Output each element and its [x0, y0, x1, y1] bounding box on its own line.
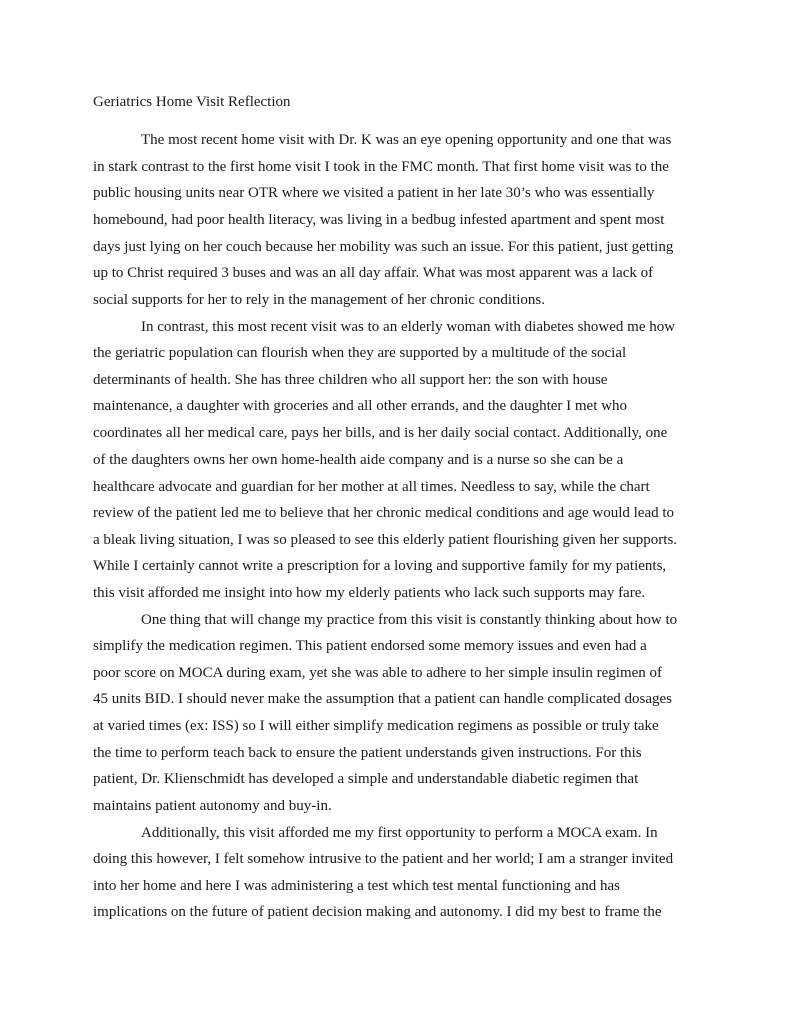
text-line: public housing units near OTR where we visited a patient in her late 30’s who was essentially [93, 185, 655, 201]
text-line: In contrast, this most recent visit was to an elderly woman with diabetes showed me how [141, 319, 676, 335]
text-line: in stark contrast to the first home visit I took in the FMC month. That first home visit was to the [93, 159, 669, 175]
text-line: simplify the medication regimen. This patient endorsed some memory issues and even had a [93, 638, 647, 654]
text-line: social supports for her to rely in the management of her chronic conditions. [93, 292, 545, 308]
text-line: Additionally, this visit afforded me my first opportunity to perform a MOCA exam. In [141, 825, 658, 841]
text-line: a bleak living situation, I was so pleased to see this elderly patient flourishing given her supports. [93, 532, 678, 548]
text-line: determinants of health. She has three children who all support her: the son with house [93, 372, 608, 388]
text-line: into her home and here I was administering a test which test mental functioning and has [93, 878, 620, 894]
text-line: at varied times (ex: ISS) so I will either simplify medication regimens as possible or truly take [93, 718, 659, 734]
text-line: One thing that will change my practice from this visit is constantly thinking about how to [141, 612, 678, 628]
text-line: healthcare advocate and guardian for her mother at all times. Needless to say, while the chart [93, 479, 650, 495]
text-line: The most recent home visit with Dr. K was an eye opening opportunity and one that was [141, 132, 672, 148]
text-line: the time to perform teach back to ensure the patient understands given instructions. For this [93, 745, 642, 761]
text-line: poor score on MOCA during exam, yet she was able to adhere to her simple insulin regimen of [93, 665, 663, 681]
text-line: of the daughters owns her own home-health aide company and is a nurse so she can be a [93, 452, 624, 468]
text-line: implications on the future of patient decision making and autonomy. I did my best to frame the [93, 904, 662, 920]
text-line: days just lying on her couch because her mobility was such an issue. For this patient, just getting [93, 239, 674, 255]
text-line: maintenance, a daughter with groceries and all other errands, and the daughter I met who [93, 398, 627, 414]
text-line: maintains patient autonomy and buy-in. [93, 798, 332, 814]
document-title: Geriatrics Home Visit Reflection [93, 94, 291, 110]
text-line: coordinates all her medical care, pays her bills, and is her daily social contact. Additionally, one [93, 425, 668, 441]
text-line: 45 units BID. I should never make the assumption that a patient can handle complicated dosages [93, 691, 673, 707]
text-line: review of the patient led me to believe that her chronic medical conditions and age would lead to [93, 505, 675, 521]
text-line: up to Christ required 3 buses and was an all day affair. What was most apparent was a lack of [93, 265, 654, 281]
text-line: doing this however, I felt somehow intrusive to the patient and her world; I am a stranger invited [93, 851, 674, 867]
text-line: While I certainly cannot write a prescription for a loving and supportive family for my patients, [93, 558, 667, 574]
text-line: homebound, had poor health literacy, was living in a bedbug infested apartment and spent most [93, 212, 665, 228]
text-line: patient, Dr. Klienschmidt has developed a simple and understandable diabetic regimen that [93, 771, 639, 787]
text-line: the geriatric population can flourish when they are supported by a multitude of the social [93, 345, 627, 361]
text-line: this visit afforded me insight into how my elderly patients who lack such supports may fare. [93, 585, 646, 601]
